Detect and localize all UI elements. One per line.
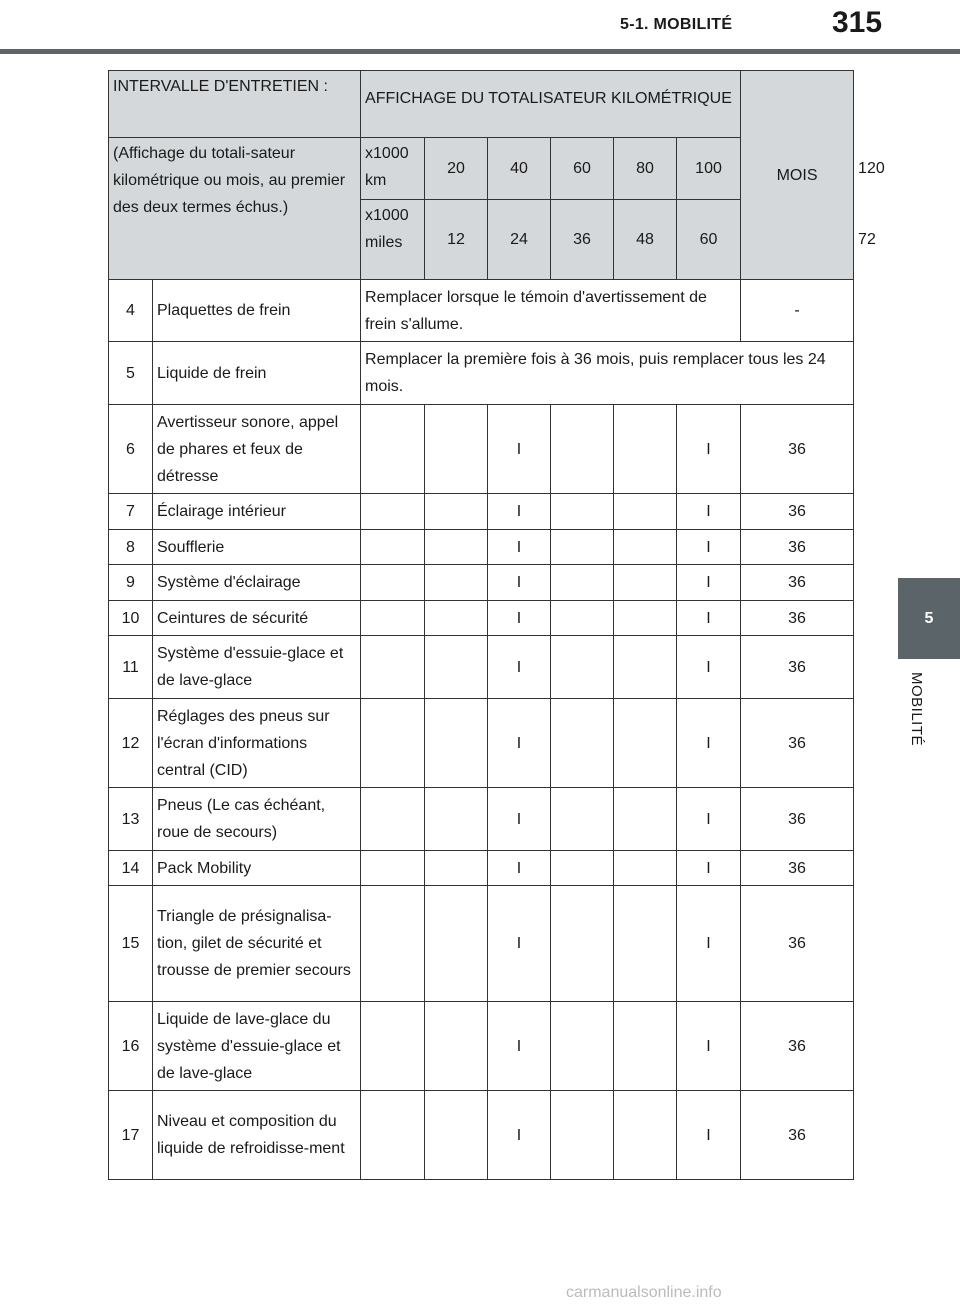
cell-empty [614, 1002, 677, 1091]
row-item: Système d'éclairage [153, 565, 361, 601]
km-unit: x1000 km [361, 138, 425, 200]
cell-empty [614, 636, 677, 699]
row-item: Système d'essuie-glace et de lave-glace [153, 636, 361, 699]
inspect-mark: I [488, 886, 551, 1002]
cell-empty [551, 788, 614, 851]
footer-watermark: carmanualsonline.info [566, 1284, 722, 1301]
intervalle-header: INTERVALLE D'ENTRETIEN : [109, 71, 361, 138]
row-number: 14 [109, 851, 153, 886]
cell-empty [551, 494, 614, 530]
row-number: 4 [109, 280, 153, 342]
inspect-mark: I [488, 788, 551, 851]
inspect-mark: I [677, 405, 741, 494]
table-row [109, 1002, 854, 1091]
table-row [109, 601, 854, 636]
km-value: 40 [488, 138, 551, 200]
inspect-mark: I [677, 601, 741, 636]
row-mois: 36 [741, 851, 854, 886]
cell-empty [425, 494, 488, 530]
chapter-tab: 5 [898, 578, 960, 659]
header-rule [0, 49, 960, 54]
inspect-mark: I [677, 636, 741, 699]
cell-empty [614, 851, 677, 886]
row-item: Pneus (Le cas échéant, roue de secours) [153, 788, 361, 851]
row-item: Ceintures de sécurité [153, 601, 361, 636]
inspect-mark: I [488, 1002, 551, 1091]
section-title: 5-1. MOBILITÉ [620, 16, 733, 33]
cell-empty [551, 530, 614, 565]
cell-empty [551, 1091, 614, 1180]
row-item: Niveau et composition du liquide de refroidisse-ment [153, 1091, 361, 1180]
miles-value: 36 [551, 200, 614, 280]
row-note: Remplacer la première fois à 36 mois, puis remplacer tous les 24 mois. [361, 342, 854, 405]
inspect-mark: I [677, 1091, 741, 1180]
header-row-miles: x1000 miles 12 24 36 48 60 72 [109, 200, 854, 280]
table-row [109, 886, 854, 1002]
inspect-mark: I [488, 405, 551, 494]
row-number: 7 [109, 494, 153, 530]
cell-empty [551, 699, 614, 788]
cell-empty [425, 530, 488, 565]
inspect-mark: I [677, 1002, 741, 1091]
cell-empty [551, 1002, 614, 1091]
cell-empty [361, 601, 425, 636]
table-row [109, 405, 854, 494]
odometer-header: AFFICHAGE DU TOTALISATEUR KILOMÉTRIQUE [361, 71, 741, 138]
cell-empty [551, 851, 614, 886]
header-row-top [109, 71, 854, 138]
maintenance-table [108, 70, 885, 1180]
inspect-mark: I [677, 494, 741, 530]
cell-empty [361, 788, 425, 851]
row-item: Avertisseur sonore, appel de phares et feux de détresse [153, 405, 361, 494]
row-mois: 36 [741, 565, 854, 601]
miles-unit: x1000 miles [361, 200, 425, 280]
inspect-mark: I [488, 565, 551, 601]
cell-empty [425, 1091, 488, 1180]
cell-empty [614, 1091, 677, 1180]
row-number: 9 [109, 565, 153, 601]
cell-empty [551, 565, 614, 601]
row-mois: 36 [741, 886, 854, 1002]
chapter-label: MOBILITÉ [908, 672, 925, 747]
cell-empty [425, 699, 488, 788]
cell-empty [361, 405, 425, 494]
km-value: 80 [614, 138, 677, 200]
header-row-km: (Affichage du totali-sateur kilométrique ou mois, au premier des deux termes échus.) x1000 km 20 40 60 80 100 120 [109, 138, 854, 200]
table-row [109, 530, 854, 565]
row-item: Soufflerie [153, 530, 361, 565]
row-number: 16 [109, 1002, 153, 1091]
inspect-mark: I [488, 851, 551, 886]
row-number: 5 [109, 342, 153, 405]
cell-empty [425, 405, 488, 494]
row-mois: 36 [741, 1002, 854, 1091]
cell-empty [361, 565, 425, 601]
mois-header: MOIS [741, 71, 854, 280]
cell-empty [425, 601, 488, 636]
cell-empty [425, 886, 488, 1002]
interval-note: (Affichage du totali-sateur kilométrique ou mois, au premier des deux termes échus.) [109, 138, 361, 280]
row-number: 13 [109, 788, 153, 851]
inspect-mark: I [677, 851, 741, 886]
miles-value: 48 [614, 200, 677, 280]
row-item: Éclairage intérieur [153, 494, 361, 530]
inspect-mark: I [488, 494, 551, 530]
cell-empty [614, 788, 677, 851]
cell-empty [614, 405, 677, 494]
cell-empty [425, 851, 488, 886]
cell-empty [425, 565, 488, 601]
page-header [0, 0, 960, 56]
miles-value: 12 [425, 200, 488, 280]
cell-empty [361, 699, 425, 788]
cell-empty [551, 636, 614, 699]
inspect-mark: I [677, 530, 741, 565]
inspect-mark: I [677, 565, 741, 601]
inspect-mark: I [677, 788, 741, 851]
row-item: Pack Mobility [153, 851, 361, 886]
miles-value: 60 [677, 200, 741, 280]
row-item: Liquide de lave-glace du système d'essuie-glace et de lave-glace [153, 1002, 361, 1091]
row-number: 15 [109, 886, 153, 1002]
row-mois: 36 [741, 601, 854, 636]
row-item: Triangle de présignalisa-tion, gilet de sécurité et trousse de premier secours [153, 886, 361, 1002]
row-item: Réglages des pneus sur l'écran d'informations central (CID) [153, 699, 361, 788]
table-row [109, 636, 854, 699]
cell-empty [614, 494, 677, 530]
cell-empty [614, 699, 677, 788]
cell-empty [551, 886, 614, 1002]
row-item: Plaquettes de frein [153, 280, 361, 342]
cell-empty [361, 851, 425, 886]
page-number: 315 [832, 6, 883, 39]
row-mois: 36 [741, 530, 854, 565]
inspect-mark: I [488, 601, 551, 636]
row-mois: 36 [741, 1091, 854, 1180]
row-number: 12 [109, 699, 153, 788]
km-value: 20 [425, 138, 488, 200]
row-mois: 36 [741, 788, 854, 851]
table-row [109, 699, 854, 788]
inspect-mark: I [488, 636, 551, 699]
km-value: 60 [551, 138, 614, 200]
inspect-mark: I [677, 699, 741, 788]
cell-empty [361, 886, 425, 1002]
row-number: 17 [109, 1091, 153, 1180]
cell-empty [361, 636, 425, 699]
inspect-mark: I [677, 886, 741, 1002]
row-mois: 36 [741, 699, 854, 788]
cell-empty [614, 565, 677, 601]
cell-empty [614, 886, 677, 1002]
cell-empty [551, 405, 614, 494]
row-mois: 36 [741, 636, 854, 699]
inspect-mark: I [488, 699, 551, 788]
row-mois: - [741, 280, 854, 342]
table-row [109, 851, 854, 886]
row-number: 8 [109, 530, 153, 565]
cell-empty [361, 1002, 425, 1091]
cell-empty [614, 601, 677, 636]
row-note: Remplacer lorsque le témoin d'avertissement de frein s'allume. [361, 280, 741, 342]
miles-value: 24 [488, 200, 551, 280]
table-row [109, 788, 854, 851]
inspect-mark: I [488, 530, 551, 565]
cell-empty [425, 788, 488, 851]
inspect-mark: I [488, 1091, 551, 1180]
row-mois: 36 [741, 405, 854, 494]
cell-empty [551, 601, 614, 636]
row-item: Liquide de frein [153, 342, 361, 405]
cell-empty [361, 530, 425, 565]
row-number: 11 [109, 636, 153, 699]
table-row [109, 1091, 854, 1180]
row-mois: 36 [741, 494, 854, 530]
km-value: 100 [677, 138, 741, 200]
table-row [109, 565, 854, 601]
row-number: 10 [109, 601, 153, 636]
cell-empty [361, 1091, 425, 1180]
cell-empty [614, 530, 677, 565]
table-row [109, 280, 854, 342]
cell-empty [425, 1002, 488, 1091]
row-number: 6 [109, 405, 153, 494]
table-row [109, 494, 854, 530]
table-row [109, 342, 854, 405]
cell-empty [425, 636, 488, 699]
cell-empty [361, 494, 425, 530]
